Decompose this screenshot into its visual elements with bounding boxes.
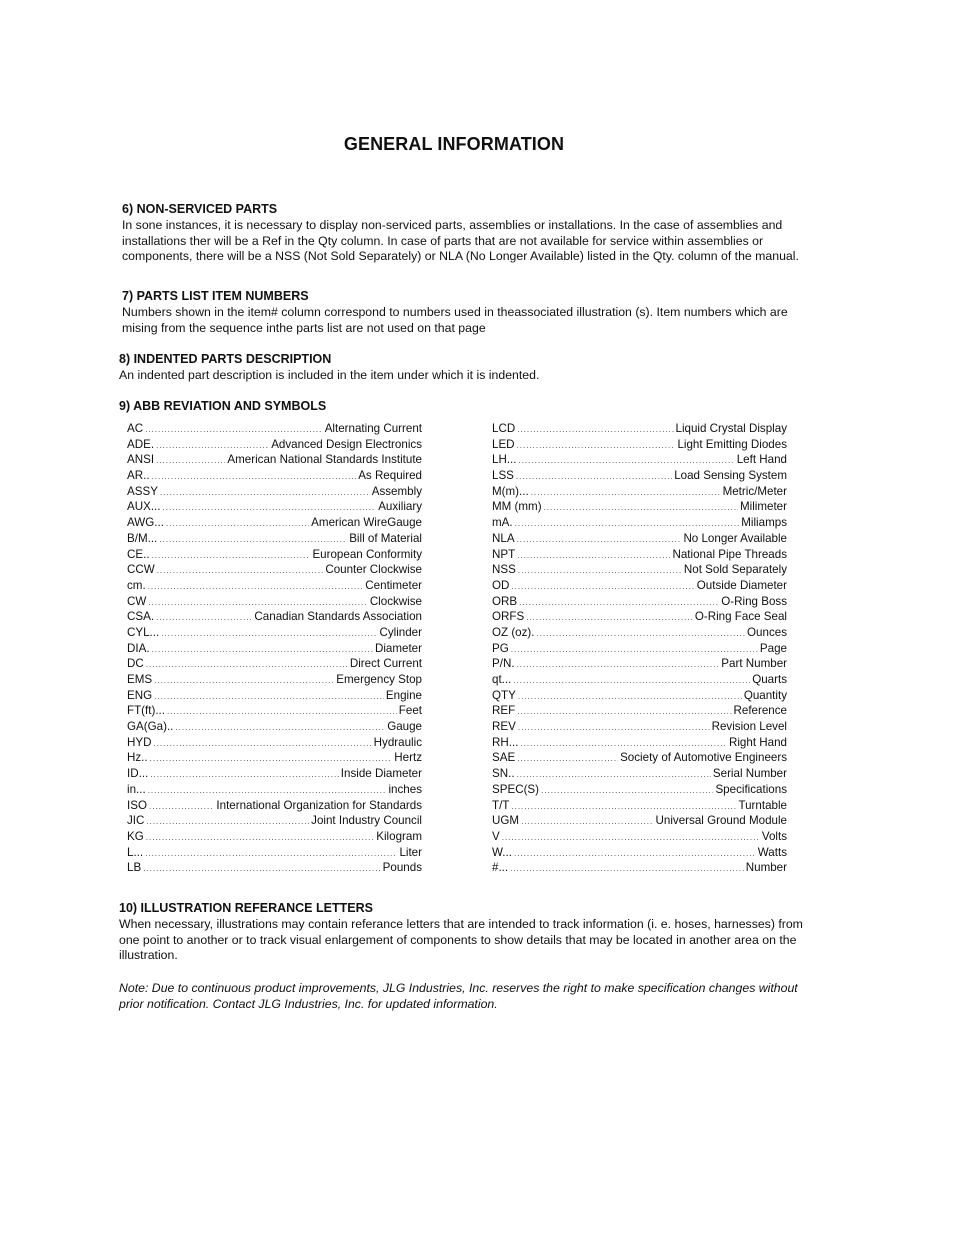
- abbreviation-term: P/N.: [492, 657, 515, 671]
- dot-leader: [143, 861, 380, 877]
- abbreviation-row: [492, 798, 787, 814]
- abbreviation-term: JIC: [127, 814, 145, 828]
- abbreviation-meaning: National Pipe Threads: [672, 547, 787, 561]
- abbreviation-term: UGM: [492, 814, 520, 828]
- abbreviation-row: [492, 656, 787, 672]
- abbreviation-row: [492, 562, 787, 578]
- abbreviation-row: [492, 452, 787, 468]
- abbreviation-meaning: inches: [388, 782, 422, 796]
- abbreviation-row: [492, 829, 787, 845]
- section-non-serviced-parts: [122, 202, 822, 265]
- abbreviation-term: ANSI: [127, 453, 155, 467]
- dot-leader: [145, 422, 323, 438]
- abbreviation-meaning: Not Sold Separately: [683, 563, 787, 577]
- abbreviation-meaning: Quarts: [752, 673, 787, 686]
- dot-leader: [149, 799, 214, 815]
- abbreviation-term: SN..: [492, 767, 515, 781]
- dot-leader: [520, 736, 727, 752]
- abbreviation-meaning: Light Emitting Diodes: [677, 437, 787, 451]
- abbreviation-meaning: American WireGauge: [311, 516, 422, 530]
- abbreviation-term: OZ (oz).: [492, 625, 535, 639]
- dot-leader: [146, 830, 374, 846]
- dot-leader: [175, 720, 385, 736]
- abbreviation-meaning: Hertz: [394, 751, 422, 765]
- abbreviation-row: [492, 594, 787, 610]
- dot-leader: [514, 846, 756, 862]
- abbreviation-meaning: O-Ring Face Seal: [694, 610, 787, 624]
- section-parts-list-item-numbers: [122, 289, 822, 336]
- abbreviation-row: [492, 641, 787, 657]
- dot-leader: [537, 626, 746, 642]
- abbreviation-row: [492, 782, 787, 798]
- dot-leader: [148, 783, 387, 799]
- dot-leader: [152, 548, 311, 564]
- abbreviation-row: [492, 578, 787, 594]
- dot-leader: [167, 704, 397, 720]
- abbreviation-term: CCW: [127, 563, 155, 577]
- section-abbreviations: [119, 399, 819, 415]
- abbreviation-row: [127, 750, 422, 766]
- abbreviation-term: LB: [127, 861, 142, 875]
- section-illustration-reference-letters: [119, 901, 819, 964]
- abbreviation-term: KG: [127, 829, 144, 843]
- section-body: An indented part description is included in the item under which it is indented.: [119, 368, 540, 382]
- abbreviation-term: M(m)...: [492, 484, 529, 498]
- dot-leader: [146, 657, 348, 673]
- abbreviation-row: [127, 594, 422, 610]
- abbreviation-meaning: Joint Industry Council: [311, 814, 422, 828]
- section-body: Numbers shown in the item# column correspond to numbers used in theassociated illustration (s). Item numbers which are mising from the sequence inthe parts list are not used on that page: [122, 305, 788, 335]
- abbreviation-term: cm.: [127, 578, 146, 592]
- abbreviation-meaning: Diameter: [374, 641, 422, 655]
- abbreviation-meaning: Cylinder: [379, 625, 422, 639]
- dot-leader: [510, 861, 744, 877]
- abbreviation-row: [492, 609, 787, 625]
- abbreviation-row: [127, 437, 422, 453]
- abbreviation-meaning: Assembly: [371, 484, 422, 498]
- dot-leader: [166, 516, 309, 532]
- abbreviation-term: ASSY: [127, 484, 158, 498]
- abbreviation-meaning: European Conformity: [312, 547, 422, 561]
- abbreviation-term: AR..: [127, 469, 150, 483]
- abbreviation-term: ISO: [127, 798, 147, 812]
- abbreviation-row: [127, 625, 422, 641]
- abbreviation-meaning: Society of Automotive Engineers: [620, 751, 787, 765]
- abbreviation-row: [127, 578, 422, 594]
- abbreviation-meaning: Advanced Design Electronics: [271, 437, 422, 451]
- abbreviation-row: [127, 672, 422, 688]
- abbreviation-row: [127, 421, 422, 437]
- abbreviation-meaning: Canadian Standards Association: [254, 610, 422, 624]
- abbreviation-row: [127, 468, 422, 484]
- abbreviation-meaning: Bill of Material: [349, 531, 422, 545]
- abbreviation-row: [127, 609, 422, 625]
- abbreviation-row: [127, 515, 422, 531]
- dot-leader: [517, 548, 670, 564]
- abbreviation-term: CYL...: [127, 625, 160, 639]
- dot-leader: [531, 485, 721, 501]
- abbreviation-row: [127, 829, 422, 845]
- abbreviation-meaning: Kilogram: [376, 829, 422, 843]
- section-body: In sone instances, it is necessary to display non-serviced parts, assemblies or installations. In the case of assemblies and installations ther will be a Ref in the Qty column. In case of parts that are not available for service within assemblies or components, there will be a NSS (Not Sold Separately) or NLA (No Longer Available) listed in the Qty. column of the manual.: [122, 218, 799, 263]
- footnote: Note: Due to continuous product improvements, JLG Industries, Inc. reserves the right to make specification changes without prior notification. Contact JLG Industries, Inc. for updated information.: [119, 981, 798, 1011]
- dot-leader: [156, 610, 252, 626]
- abbreviation-row: [492, 484, 787, 500]
- abbreviation-row: [492, 625, 787, 641]
- dot-leader: [515, 516, 740, 532]
- dot-leader: [519, 595, 719, 611]
- section-heading: 8) INDENTED PARTS DESCRIPTION: [119, 352, 332, 366]
- abbreviation-term: W...: [492, 845, 512, 859]
- abbreviation-row: [492, 845, 787, 861]
- abbreviation-meaning: Milimeter: [739, 500, 787, 514]
- abbreviation-term: V: [492, 829, 500, 843]
- abbreviation-term: ADE.: [127, 437, 155, 451]
- abbreviation-meaning: No Longer Available: [683, 531, 787, 545]
- abbreviation-meaning: Quantity: [743, 688, 787, 702]
- abbreviation-row: [492, 766, 787, 782]
- dot-leader: [150, 751, 393, 767]
- abbreviation-row: [127, 499, 422, 515]
- section-heading: 9) ABB REVIATION AND SYMBOLS: [119, 399, 327, 413]
- dot-leader: [148, 595, 367, 611]
- abbreviation-meaning: Alternating Current: [324, 422, 422, 435]
- abbreviation-term: LH...: [492, 453, 517, 467]
- abbreviation-term: AC: [127, 422, 144, 435]
- abbreviation-list-right: [492, 421, 787, 876]
- abbreviation-row: [492, 421, 787, 437]
- abbreviation-term: NPT: [492, 547, 516, 561]
- abbreviation-meaning: O-Ring Boss: [721, 594, 787, 608]
- abbreviation-term: HYD: [127, 735, 152, 749]
- dot-leader: [159, 532, 347, 548]
- abbreviation-term: SPEC(S): [492, 782, 540, 796]
- abbreviation-row: [492, 703, 787, 719]
- abbreviation-meaning: Load Sensing System: [674, 469, 787, 483]
- abbreviation-meaning: Pounds: [382, 861, 422, 875]
- abbreviation-meaning: American National Standards Institute: [227, 453, 422, 467]
- abbreviation-row: [127, 641, 422, 657]
- abbreviation-meaning: Outside Diameter: [696, 578, 787, 592]
- dot-leader: [511, 642, 758, 658]
- abbreviation-row: [127, 813, 422, 829]
- abbreviation-term: B/M...: [127, 531, 158, 545]
- abbreviation-meaning: Page: [759, 641, 787, 655]
- dot-leader: [518, 720, 710, 736]
- abbreviation-meaning: Universal Ground Module: [655, 814, 787, 828]
- dot-leader: [517, 751, 618, 767]
- abbreviation-row: [127, 798, 422, 814]
- abbreviation-meaning: Turntable: [738, 798, 787, 812]
- abbreviation-term: REV: [492, 720, 516, 734]
- dot-leader: [517, 767, 711, 783]
- abbreviation-meaning: Auxiliary: [378, 500, 422, 514]
- abbreviation-row: [492, 672, 787, 688]
- abbreviation-row: [492, 515, 787, 531]
- dot-leader: [516, 469, 672, 485]
- abbreviation-term: OD: [492, 578, 510, 592]
- abbreviation-meaning: Reference: [733, 704, 787, 718]
- page-title: GENERAL INFORMATION: [343, 134, 565, 154]
- dot-leader: [152, 469, 357, 485]
- dot-leader: [157, 563, 324, 579]
- dot-leader: [146, 814, 309, 830]
- abbreviation-term: T/T: [492, 798, 510, 812]
- abbreviation-meaning: Feet: [398, 704, 422, 718]
- dot-leader: [152, 642, 373, 658]
- abbreviation-meaning: Clockwise: [369, 594, 422, 608]
- dot-leader: [153, 736, 371, 752]
- abbreviation-meaning: Miliamps: [741, 516, 787, 530]
- abbreviation-row: [127, 703, 422, 719]
- dot-leader: [526, 610, 693, 626]
- abbreviation-term: SAE: [492, 751, 516, 765]
- abbreviation-term: CW: [127, 594, 147, 608]
- abbreviation-meaning: Direct Current: [349, 657, 422, 671]
- section-indented-parts-description: [119, 352, 819, 384]
- abbreviation-term: NLA: [492, 531, 515, 545]
- abbreviation-term: FT(ft)...: [127, 704, 165, 718]
- abbreviation-term: CSA.: [127, 610, 155, 624]
- dot-leader: [541, 783, 713, 799]
- abbreviation-term: AUX...: [127, 500, 161, 514]
- abbreviation-row: [492, 437, 787, 453]
- dot-leader: [518, 563, 682, 579]
- abbreviation-term: DIA.: [127, 641, 150, 655]
- abbreviation-meaning: Centimeter: [365, 578, 422, 592]
- dot-leader: [517, 704, 731, 720]
- abbreviation-term: LED: [492, 437, 515, 451]
- dot-leader: [517, 422, 673, 438]
- abbreviation-meaning: Ounces: [747, 625, 787, 639]
- abbreviation-term: AWG...: [127, 516, 164, 530]
- abbreviation-row: [127, 782, 422, 798]
- abbreviation-term: DC: [127, 657, 144, 671]
- abbreviation-term: LSS: [492, 469, 514, 483]
- abbreviation-meaning: Revision Level: [711, 720, 787, 734]
- dot-leader: [517, 657, 720, 673]
- abbreviation-row: [127, 860, 422, 876]
- abbreviation-term: CE..: [127, 547, 150, 561]
- abbreviation-list-left: [127, 421, 422, 876]
- dot-leader: [518, 453, 734, 469]
- abbreviation-row: [127, 531, 422, 547]
- section-heading: 10) ILLUSTRATION REFERANCE LETTERS: [119, 901, 373, 915]
- dot-leader: [511, 579, 694, 595]
- abbreviation-term: Hz..: [127, 751, 148, 765]
- abbreviation-term: REF: [492, 704, 516, 718]
- abbreviation-meaning: Engine: [385, 688, 422, 702]
- abbreviation-row: [492, 813, 787, 829]
- abbreviation-row: [127, 484, 422, 500]
- abbreviation-meaning: Number: [745, 861, 787, 875]
- abbreviation-meaning: Specifications: [715, 782, 787, 796]
- abbreviation-meaning: Left Hand: [736, 453, 787, 467]
- section-heading: 6) NON-SERVICED PARTS: [122, 202, 278, 216]
- abbreviation-row: [127, 688, 422, 704]
- abbreviation-term: PG: [492, 641, 509, 655]
- abbreviation-meaning: Volts: [761, 829, 787, 843]
- abbreviation-term: QTY: [492, 688, 516, 702]
- abbreviation-row: [492, 750, 787, 766]
- abbreviation-term: ORB: [492, 594, 518, 608]
- abbreviation-row: [492, 688, 787, 704]
- abbreviation-term: qt...: [492, 673, 512, 686]
- abbreviation-term: NSS: [492, 563, 516, 577]
- abbreviation-term: GA(Ga)..: [127, 720, 174, 734]
- abbreviation-term: LCD: [492, 422, 516, 435]
- abbreviation-meaning: Metric/Meter: [722, 484, 787, 498]
- abbreviation-row: [492, 735, 787, 751]
- dot-leader: [521, 814, 653, 830]
- abbreviation-meaning: Emergency Stop: [336, 673, 422, 686]
- dot-leader: [518, 689, 742, 705]
- abbreviation-meaning: International Organization for Standards: [216, 798, 422, 812]
- abbreviation-row: [492, 499, 787, 515]
- abbreviation-term: #...: [492, 861, 509, 875]
- abbreviation-term: MM (mm): [492, 500, 542, 514]
- abbreviation-row: [127, 766, 422, 782]
- abbreviation-meaning: Inside Diameter: [340, 767, 422, 781]
- dot-leader: [517, 532, 682, 548]
- dot-leader: [544, 500, 738, 516]
- abbreviation-meaning: Serial Number: [712, 767, 787, 781]
- dot-leader: [150, 767, 339, 783]
- abbreviation-term: mA.: [492, 516, 513, 530]
- abbreviation-meaning: Right Hand: [728, 735, 787, 749]
- abbreviation-term: ENG: [127, 688, 153, 702]
- abbreviation-meaning: Gauge: [387, 720, 422, 734]
- abbreviation-term: RH...: [492, 735, 519, 749]
- dot-leader: [145, 846, 397, 862]
- abbreviation-row: [127, 547, 422, 563]
- dot-leader: [163, 500, 377, 516]
- dot-leader: [502, 830, 760, 846]
- abbreviation-row: [127, 452, 422, 468]
- abbreviation-row: [127, 735, 422, 751]
- abbreviation-row: [492, 719, 787, 735]
- abbreviation-term: L...: [127, 845, 144, 859]
- abbreviation-term: EMS: [127, 673, 153, 686]
- abbreviation-row: [127, 719, 422, 735]
- abbreviation-meaning: Liquid Crystal Display: [675, 422, 787, 435]
- dot-leader: [517, 438, 676, 454]
- dot-leader: [156, 453, 225, 469]
- dot-leader: [156, 438, 269, 454]
- dot-leader: [511, 799, 736, 815]
- dot-leader: [513, 673, 750, 689]
- abbreviation-term: in...: [127, 782, 146, 796]
- section-body: When necessary, illustrations may contain referance letters that are intended to track information (i. e. hoses, harnesses) from one point to another or to track visual enlargement of components to show details that may be located in another area on the illustration.: [119, 917, 803, 962]
- dot-leader: [161, 626, 377, 642]
- abbreviation-row: [127, 845, 422, 861]
- abbreviation-meaning: Hydraulic: [373, 735, 422, 749]
- dot-leader: [154, 689, 384, 705]
- dot-leader: [148, 579, 364, 595]
- abbreviation-row: [127, 656, 422, 672]
- abbreviation-row: [492, 547, 787, 563]
- abbreviation-meaning: Liter: [399, 845, 422, 859]
- abbreviation-term: ORFS: [492, 610, 525, 624]
- abbreviation-row: [492, 468, 787, 484]
- abbreviation-meaning: Part Number: [721, 657, 787, 671]
- abbreviation-meaning: Watts: [757, 845, 787, 859]
- abbreviation-term: ID...: [127, 767, 149, 781]
- abbreviation-meaning: As Required: [358, 469, 422, 483]
- section-heading: 7) PARTS LIST ITEM NUMBERS: [122, 289, 309, 303]
- dot-leader: [160, 485, 370, 501]
- dot-leader: [154, 673, 334, 689]
- abbreviation-meaning: Counter Clockwise: [325, 563, 422, 577]
- abbreviation-row: [127, 562, 422, 578]
- abbreviation-row: [492, 531, 787, 547]
- abbreviation-row: [492, 860, 787, 876]
